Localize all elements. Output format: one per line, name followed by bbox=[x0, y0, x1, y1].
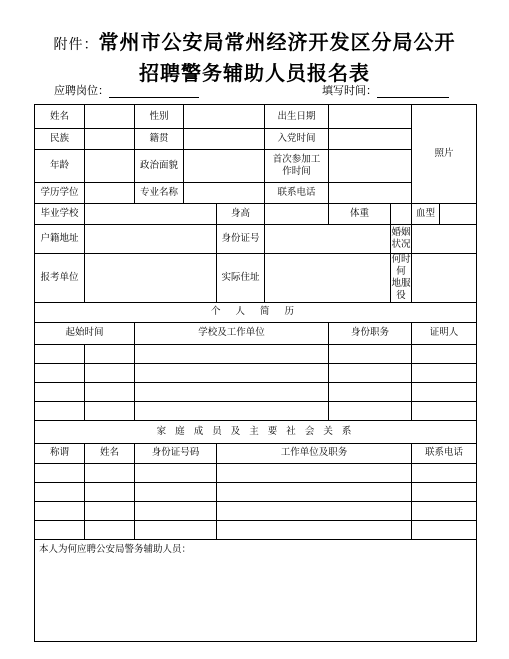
resume-cell[interactable] bbox=[85, 382, 135, 401]
value-gender[interactable] bbox=[184, 105, 265, 129]
value-height[interactable] bbox=[265, 204, 329, 225]
family-cell[interactable] bbox=[217, 520, 412, 539]
resume-cell[interactable] bbox=[329, 363, 412, 382]
resume-cell[interactable] bbox=[329, 382, 412, 401]
value-service[interactable] bbox=[412, 254, 477, 303]
family-cell[interactable] bbox=[85, 463, 135, 482]
label-phone: 联系电话 bbox=[265, 183, 329, 204]
date-field bbox=[322, 82, 449, 98]
reason-field[interactable] bbox=[35, 539, 477, 641]
attachment-prefix: 附件： bbox=[53, 37, 99, 53]
label-blood: 血型 bbox=[412, 204, 440, 225]
value-work-start[interactable] bbox=[329, 150, 412, 183]
family-cell[interactable] bbox=[85, 501, 135, 520]
resume-row bbox=[35, 363, 477, 382]
value-marital[interactable] bbox=[412, 225, 477, 254]
family-header-phone: 联系电话 bbox=[412, 443, 477, 463]
label-service: 何时何 地服役 bbox=[391, 254, 411, 301]
date-label: 填写时间： bbox=[322, 84, 377, 97]
date-blank[interactable] bbox=[377, 87, 449, 98]
family-cell[interactable] bbox=[217, 482, 412, 501]
position-blank[interactable] bbox=[109, 87, 199, 98]
family-cell[interactable] bbox=[217, 501, 412, 520]
family-cell[interactable] bbox=[35, 501, 85, 520]
resume-cell[interactable] bbox=[35, 401, 85, 420]
family-header-name: 姓名 bbox=[85, 443, 135, 463]
label-work-start: 首次参加工 作时间 bbox=[265, 150, 329, 183]
label-gender: 性别 bbox=[135, 105, 184, 129]
value-party-date[interactable] bbox=[329, 129, 412, 150]
resume-cell[interactable] bbox=[85, 344, 135, 363]
family-cell[interactable] bbox=[35, 520, 85, 539]
value-hukou[interactable] bbox=[85, 225, 217, 254]
value-education[interactable] bbox=[85, 183, 135, 204]
family-row bbox=[35, 520, 477, 539]
label-apply-unit: 报考单位 bbox=[35, 254, 85, 303]
value-name[interactable] bbox=[85, 105, 135, 129]
resume-cell[interactable] bbox=[85, 401, 135, 420]
resume-cell[interactable] bbox=[135, 401, 329, 420]
label-native-place: 籍贯 bbox=[135, 129, 184, 150]
label-birth: 出生日期 bbox=[265, 105, 329, 129]
value-age[interactable] bbox=[85, 150, 135, 183]
resume-cell[interactable] bbox=[329, 401, 412, 420]
family-cell[interactable] bbox=[412, 482, 477, 501]
resume-header-role: 身份职务 bbox=[329, 322, 412, 344]
resume-cell[interactable] bbox=[412, 382, 477, 401]
label-height: 身高 bbox=[217, 204, 265, 225]
value-address[interactable] bbox=[265, 254, 391, 303]
position-field bbox=[54, 82, 199, 98]
value-birth[interactable] bbox=[329, 105, 412, 129]
position-label: 应聘岗位： bbox=[54, 84, 109, 97]
value-ethnicity[interactable] bbox=[85, 129, 135, 150]
family-cell[interactable] bbox=[35, 463, 85, 482]
label-hukou: 户籍地址 bbox=[35, 225, 85, 254]
family-row bbox=[35, 482, 477, 501]
label-marital: 婚姻 状况 bbox=[391, 225, 412, 254]
label-name: 姓名 bbox=[35, 105, 85, 129]
label-major: 专业名称 bbox=[135, 183, 184, 204]
label-id-no: 身份证号 bbox=[217, 225, 265, 254]
resume-header-unit: 学校及工作单位 bbox=[135, 322, 329, 344]
family-row bbox=[35, 463, 477, 482]
resume-cell[interactable] bbox=[412, 363, 477, 382]
value-native-place[interactable] bbox=[184, 129, 265, 150]
reason-label: 本人为何应聘公安局警务辅助人员： bbox=[39, 543, 192, 555]
family-cell[interactable] bbox=[135, 482, 217, 501]
family-header-id: 身份证号码 bbox=[135, 443, 217, 463]
resume-row bbox=[35, 401, 477, 420]
family-cell[interactable] bbox=[217, 463, 412, 482]
title-line-2: 招聘警务辅助人员报名表 bbox=[139, 61, 370, 85]
value-blood[interactable] bbox=[440, 204, 477, 225]
label-school: 毕业学校 bbox=[35, 204, 85, 225]
resume-cell[interactable] bbox=[135, 382, 329, 401]
resume-cell[interactable] bbox=[412, 401, 477, 420]
value-apply-unit[interactable] bbox=[85, 254, 217, 303]
resume-cell[interactable] bbox=[135, 344, 329, 363]
resume-cell[interactable] bbox=[35, 344, 85, 363]
value-school[interactable] bbox=[85, 204, 217, 225]
family-cell[interactable] bbox=[412, 463, 477, 482]
family-cell[interactable] bbox=[85, 520, 135, 539]
resume-cell[interactable] bbox=[35, 382, 85, 401]
family-cell[interactable] bbox=[85, 482, 135, 501]
value-phone[interactable] bbox=[329, 183, 412, 204]
label-weight: 体重 bbox=[329, 204, 391, 225]
label-political-status: 政治面貌 bbox=[135, 150, 184, 183]
label-education: 学历学位 bbox=[35, 183, 85, 204]
resume-cell[interactable] bbox=[135, 363, 329, 382]
application-form-table bbox=[34, 104, 477, 642]
family-cell[interactable] bbox=[35, 482, 85, 501]
label-party-date: 入党时间 bbox=[265, 129, 329, 150]
resume-row bbox=[35, 344, 477, 363]
value-political-status[interactable] bbox=[184, 150, 265, 183]
value-id-no[interactable] bbox=[265, 225, 391, 254]
family-cell[interactable] bbox=[135, 463, 217, 482]
family-cell[interactable] bbox=[135, 520, 217, 539]
resume-header-witness: 证明人 bbox=[412, 322, 477, 344]
section-family-title: 家 庭 成 员 及 主 要 社 会 关 系 bbox=[35, 420, 477, 443]
title-text-1: 常州市公安局常州经济开发区分局公开 bbox=[98, 30, 456, 54]
family-cell[interactable] bbox=[135, 501, 217, 520]
photo-cell[interactable] bbox=[412, 105, 477, 204]
label-age: 年龄 bbox=[35, 150, 85, 183]
value-weight[interactable] bbox=[391, 204, 412, 225]
resume-cell[interactable] bbox=[412, 344, 477, 363]
title-line-1 bbox=[0, 26, 509, 55]
family-cell[interactable] bbox=[412, 501, 477, 520]
family-header-work: 工作单位及职务 bbox=[217, 443, 412, 463]
label-address: 实际住址 bbox=[217, 254, 265, 303]
resume-cell[interactable] bbox=[329, 344, 412, 363]
family-cell[interactable] bbox=[412, 520, 477, 539]
section-resume-title: 个 人 简 历 bbox=[35, 302, 477, 322]
label-ethnicity: 民族 bbox=[35, 129, 85, 150]
family-row bbox=[35, 501, 477, 520]
resume-row bbox=[35, 382, 477, 401]
resume-cell[interactable] bbox=[35, 363, 85, 382]
label-photo: 照片 bbox=[434, 148, 454, 160]
family-header-relation: 称谓 bbox=[35, 443, 85, 463]
resume-header-start: 起始时间 bbox=[35, 322, 135, 344]
resume-cell[interactable] bbox=[85, 363, 135, 382]
value-major[interactable] bbox=[184, 183, 265, 204]
